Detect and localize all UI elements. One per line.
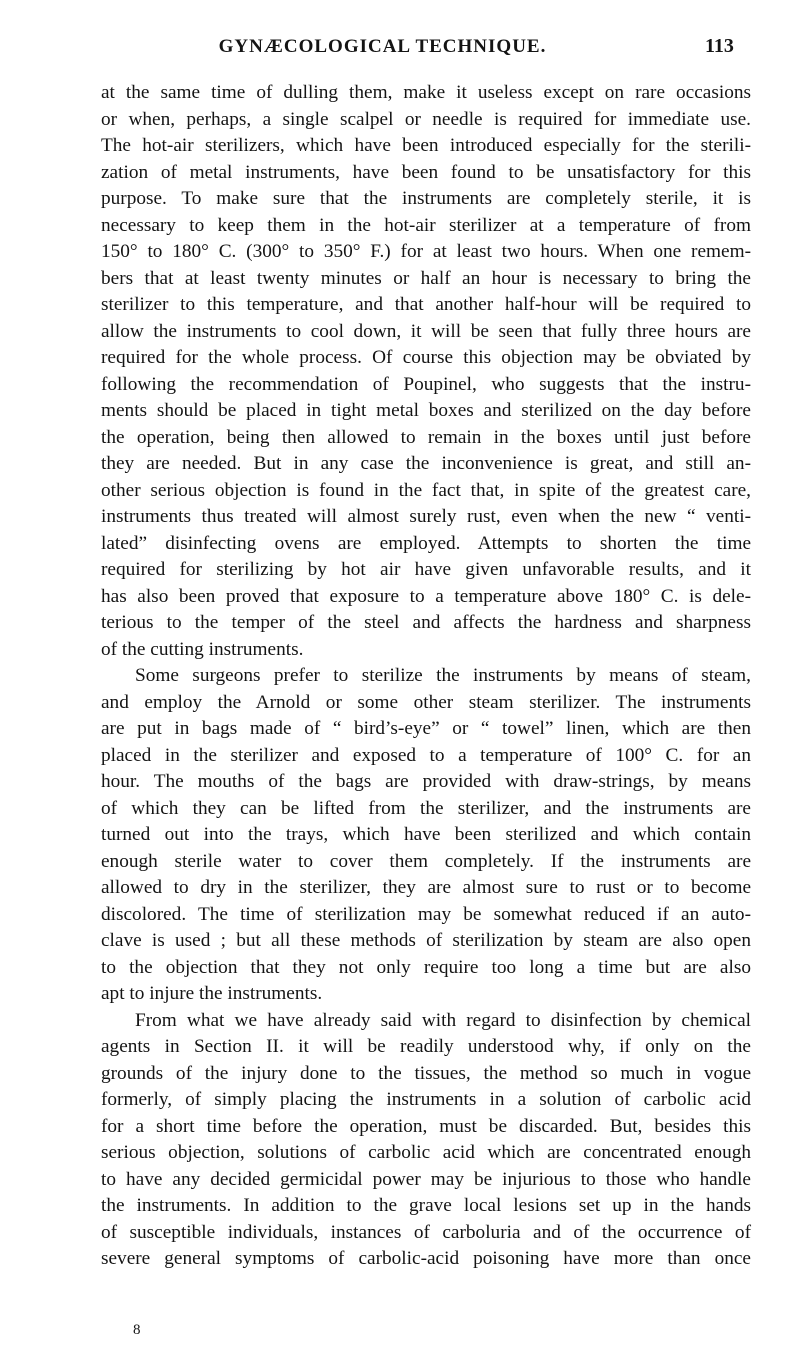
- text-line: purpose. To make sure that the instruments are completely sterile, it is: [101, 188, 751, 209]
- body-text: [101, 80, 751, 1273]
- text-line: turned out into the trays, which have been sterilized and which contain: [101, 824, 751, 845]
- text-line: 150° to 180° C. (300° to 350° F.) for at least two hours. When one remem-: [101, 241, 751, 262]
- text-line: allowed to dry in the sterilizer, they are almost sure to rust or to become: [101, 877, 751, 898]
- text-line: enough sterile water to cover them completely. If the instruments are: [101, 850, 751, 872]
- paragraph-end-line: apt to injure the instruments.: [101, 983, 323, 1004]
- text-line: of susceptible individuals, instances of carboluria and of the occurrence of: [101, 1221, 751, 1243]
- text-line: to the objection that they not only require too long a time but are also: [101, 956, 751, 978]
- text-line: bers that at least twenty minutes or half an hour is necessary to bring the: [101, 267, 751, 289]
- running-head: GYNÆCOLOGICAL TECHNIQUE.: [218, 36, 547, 57]
- text-line: ments should be placed in tight metal boxes and sterilized on the day before: [101, 400, 751, 421]
- signature-mark: 8: [133, 1322, 141, 1338]
- text-line: hour. The mouths of the bags are provided with draw-strings, by means: [101, 771, 751, 792]
- text-line: allow the instruments to cool down, it will be seen that fully three hours are: [101, 320, 751, 342]
- paragraph-start-line: From what we have already said with regard to disinfection by chemical: [135, 1009, 751, 1031]
- text-line: severe general symptoms of carbolic-acid poisoning have more than once: [101, 1248, 751, 1269]
- text-line: required for sterilizing by hot air have given unfavorable results, and it: [101, 559, 751, 580]
- paragraph-start-line: Some surgeons prefer to sterilize the instruments by means of steam,: [135, 665, 751, 686]
- text-line: clave is used ; but all these methods of sterilization by steam are also open: [101, 930, 751, 951]
- text-line: placed in the sterilizer and exposed to a temperature of 100° C. for an: [101, 744, 751, 766]
- text-line: the instruments. In addition to the grave local lesions set up in the hands: [101, 1195, 751, 1216]
- text-line: has also been proved that exposure to a temperature above 180° C. is dele-: [101, 585, 751, 607]
- text-line: The hot-air sterilizers, which have been introduced especially for the sterili-: [101, 135, 751, 156]
- text-line: for a short time before the operation, must be discarded. But, besides this: [101, 1115, 751, 1137]
- text-line: agents in Section II. it will be readily understood why, if only on the: [101, 1036, 751, 1057]
- text-line: or when, perhaps, a single scalpel or needle is required for immediate use.: [101, 108, 751, 130]
- text-line: grounds of the injury done to the tissues, the method so much in vogue: [101, 1062, 751, 1084]
- text-line: lated” disinfecting ovens are employed. Attempts to shorten the time: [101, 532, 751, 554]
- text-line: following the recommendation of Poupinel, who suggests that the instru-: [101, 373, 751, 395]
- paragraph-end-line: of the cutting instruments.: [101, 638, 304, 660]
- page-number: 113: [705, 35, 734, 57]
- text-line: discolored. The time of sterilization may be somewhat reduced if an auto-: [101, 903, 751, 925]
- text-line: to have any decided germicidal power may be injurious to those who handle: [101, 1168, 751, 1190]
- text-line: are put in bags made of “ bird’s-eye” or “ towel” linen, which are then: [101, 718, 751, 739]
- text-line: necessary to keep them in the hot-air sterilizer at a temperature of from: [101, 214, 751, 236]
- text-line: and employ the Arnold or some other steam sterilizer. The instruments: [101, 691, 751, 713]
- text-line: formerly, of simply placing the instruments in a solution of carbolic acid: [101, 1089, 751, 1110]
- text-line: at the same time of dulling them, make it useless except on rare occasions: [101, 82, 751, 103]
- text-line: sterilizer to this temperature, and that another half-hour will be required to: [101, 294, 751, 315]
- text-line: terious to the temper of the steel and affects the hardness and sharpness: [101, 612, 751, 633]
- text-line: they are needed. But in any case the inconvenience is great, and still an-: [101, 453, 751, 474]
- text-line: instruments thus treated will almost surely rust, even when the new “ venti-: [101, 506, 751, 527]
- text-line: zation of metal instruments, have been found to be unsatisfactory for this: [101, 161, 751, 183]
- text-line: required for the whole process. Of course this objection may be obviated by: [101, 347, 751, 368]
- text-line: other serious objection is found in the fact that, in spite of the greatest care,: [101, 479, 751, 501]
- text-line: of which they can be lifted from the sterilizer, and the instruments are: [101, 797, 751, 819]
- text-line: the operation, being then allowed to remain in the boxes until just before: [101, 426, 751, 448]
- text-line: serious objection, solutions of carbolic acid which are concentrated enough: [101, 1142, 751, 1163]
